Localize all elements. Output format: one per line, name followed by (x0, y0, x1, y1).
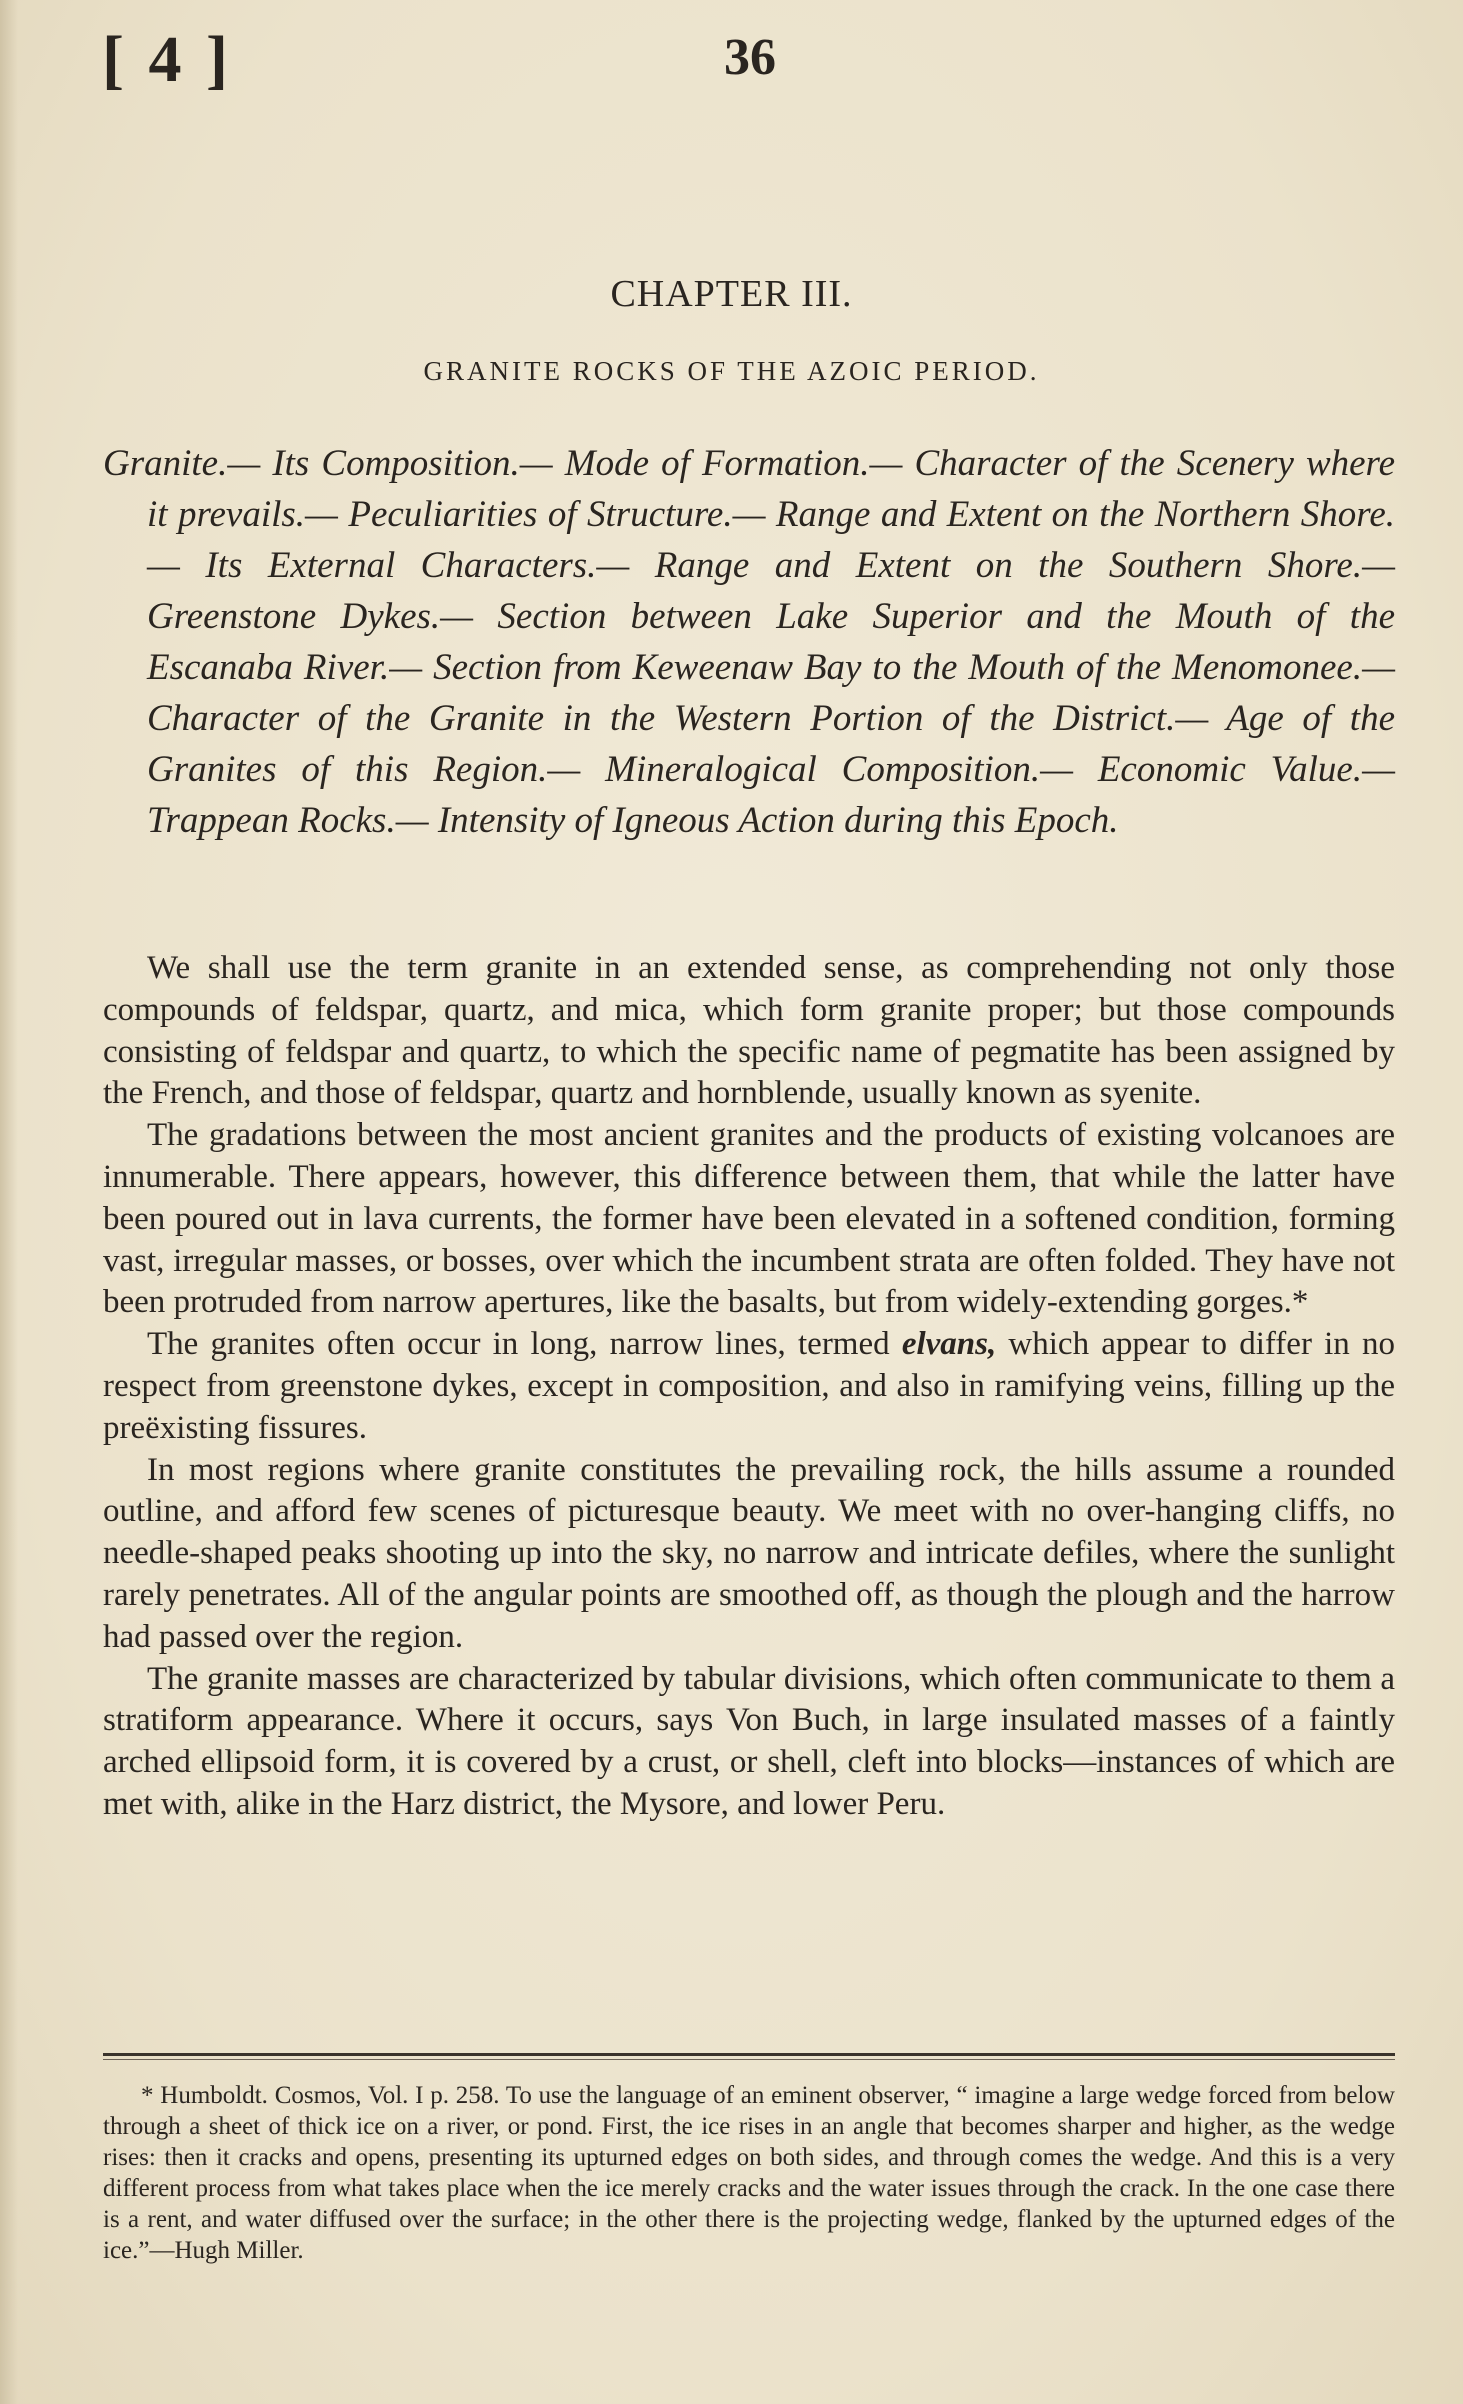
paragraph-5: The granite masses are characterized by tabular divisions, which often communicate to them a stratiform appearance. Where it occurs, says Von Buch, in large insulated masses of a faintly arched ellipsoid form, it is covered by a crust, or shell, cleft into blocks—instances of which are met with, alike in the Harz district, the Mysore, and lower Peru. (103, 1660, 1395, 1822)
footnote-rule (103, 2053, 1395, 2056)
footnote-rule-thin (103, 2059, 1395, 2060)
chapter-title: CHAPTER III. (610, 273, 853, 315)
paragraph-4: In most regions where granite constitutes the prevailing rock, the hills assume a rounded outline, and afford few scenes of picturesque beauty. We meet with no over-hanging cliffs, no needle-shaped peaks shooting up into the sky, no narrow and intricate defiles, where the sunlight rarely penetrates. All of the angular points are smoothed off, as though the plough and the harrow had passed over the region. (103, 1451, 1395, 1655)
body-text (103, 948, 1395, 1826)
footnote-text: * Humboldt. Cosmos, Vol. I p. 258. To use the language of an eminent observer, “ imagine a large wedge forced from below through a sheet of thick ice on a river, or pond. First, the ice rises in an angle that becomes sharper and higher, as the wedge rises: then it cracks and opens, presenting its upturned edges on both sides, and through comes the wedge. And this is a very different process from what takes place when the ice merely cracks and the water issues through the crack. In the one case there is a rent, and water diffused over the surface; in the other there is the projecting wedge, flanked by the upturned edges of the ice.”—Hugh Miller. (103, 2082, 1395, 2264)
paragraph-3-start: The granites often occur in long, narrow lines, termed (147, 1326, 902, 1363)
paragraph-2: The gradations between the most ancient granites and the products of existing volcanoes are innumerable. There appears, however, this difference between them, that while the latter have been poured out in lava currents, the former have been elevated in a softened condition, forming vast, irregular masses, or bosses, over which the incumbent strata are often folded. They have not been protruded from narrow apertures, like the basalts, but from widely-extending gorges.* (103, 1117, 1395, 1321)
page-header (0, 22, 1463, 102)
term-elvans: elvans, (901, 1326, 997, 1363)
paragraph-3-end: which appear to differ in no respect from greenstone dykes, except in composition, and also in ramifying veins, filling up the preëxisting fissures. (103, 1326, 1395, 1446)
signature-mark: [ 4 ] (102, 23, 232, 96)
paragraph-3 (103, 1324, 1395, 1449)
paragraph-1: We shall use the term granite in an extended sense, as comprehending not only those compounds of feldspar, quartz, and mica, which form granite proper; but those compounds consisting of feldspar and quartz, to which the specific name of pegmatite has been assigned by the French, and those of feldspar, quartz and hornblende, usually known as syenite. (103, 950, 1395, 1112)
page-number: 36 (724, 29, 776, 86)
chapter-subtitle: GRANITE ROCKS OF THE AZOIC PERIOD. (423, 356, 1040, 386)
footnote (103, 2080, 1395, 2266)
chapter-synopsis: Granite.— Its Composition.— Mode of Formation.— Character of the Scenery where it prevails.— Peculiarities of Structure.— Range and Extent on the Northern Shore.— Its External Characters.— Range and Extent on the Southern Shore.— Greenstone Dykes.— Section between Lake Superior and the Mouth of the Escanaba River.— Section from Keweenaw Bay to the Mouth of the Menomonee.— Character of the Granite in the Western Portion of the District.— Age of the Granites of this Region.— Mineralogical Composition.— Economic Value.— Trappean Rocks.— Intensity of Igneous Action during this Epoch. (103, 443, 1395, 841)
